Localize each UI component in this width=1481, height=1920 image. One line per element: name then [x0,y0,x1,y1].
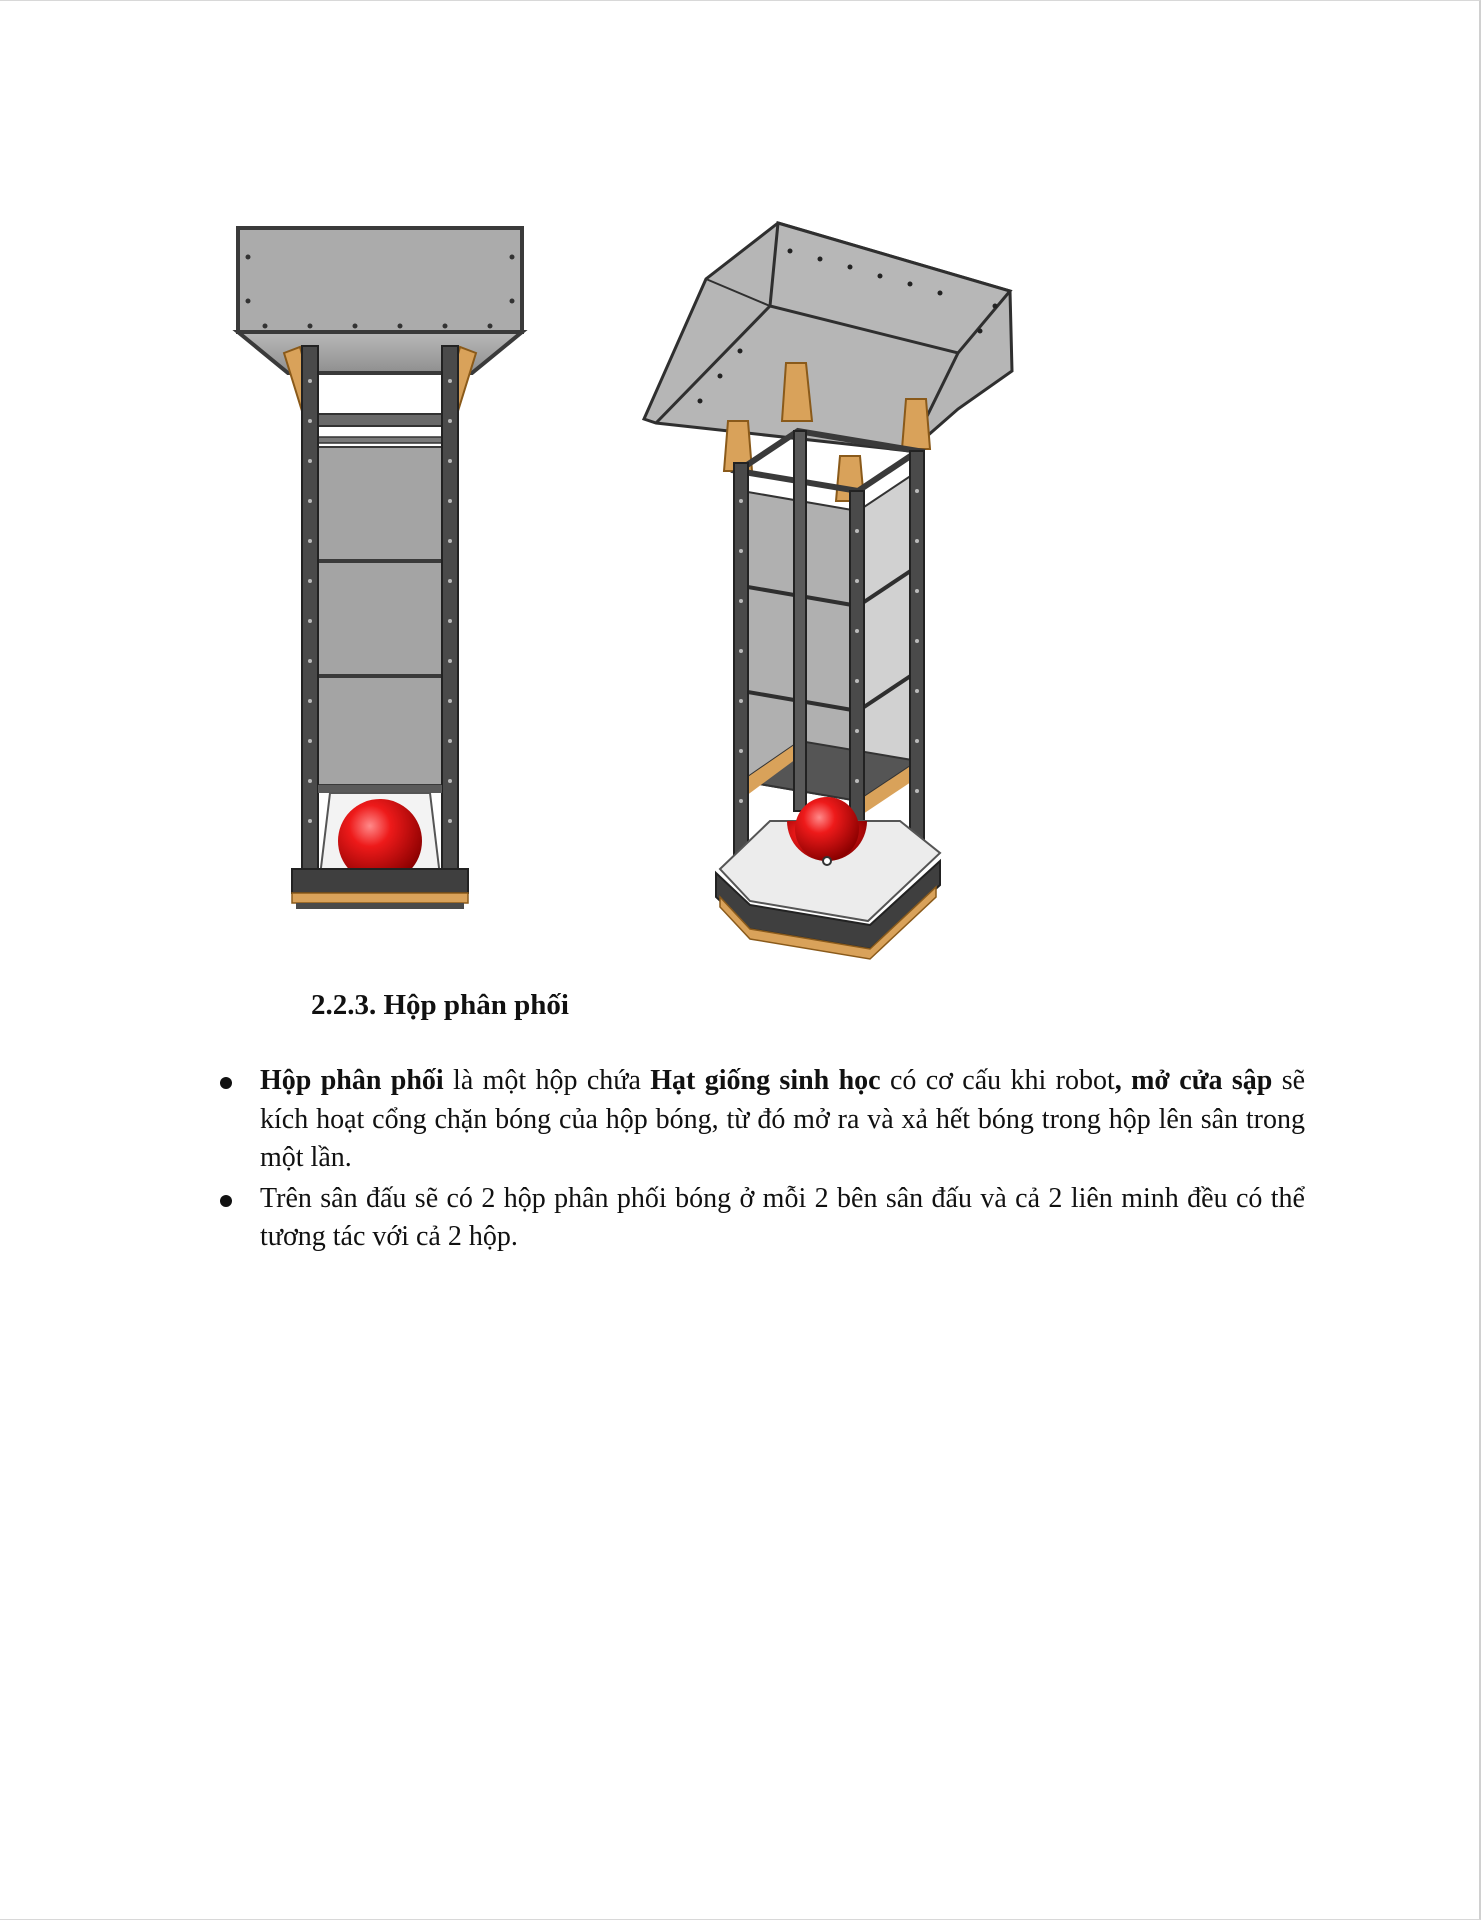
isometric-view-render [644,223,1012,959]
bold-term: Hộp phân phối [260,1065,444,1096]
bullet-list [212,1062,1305,1257]
front-view-render [238,228,522,909]
bullet-item [212,1062,1305,1178]
bullet-dot-icon [220,1077,232,1089]
bold-term: , mở cửa sập [1114,1065,1273,1096]
bold-term: Hạt giống sinh học [650,1065,881,1096]
body-text: là một hộp chứa [443,1065,651,1096]
bullet-item [212,1180,1305,1257]
bullet-dot-icon [220,1195,232,1207]
distribution-box-figure [0,1,1481,961]
body-text: sẽ kích hoạt cổng chặn bóng của hộp bóng, từ đó mở ra và xả hết bóng trong hộp lên sân trong một lần. [260,1065,1306,1173]
section-heading: 2.2.3. Hộp phân phối [311,989,569,1021]
body-text: có cơ cấu khi robot [880,1065,1115,1096]
body-text: Trên sân đấu sẽ có 2 hộp phân phối bóng ở mỗi 2 bên sân đấu và cả 2 liên minh đều có thể tương tác với cả 2 hộp. [260,1182,1305,1252]
